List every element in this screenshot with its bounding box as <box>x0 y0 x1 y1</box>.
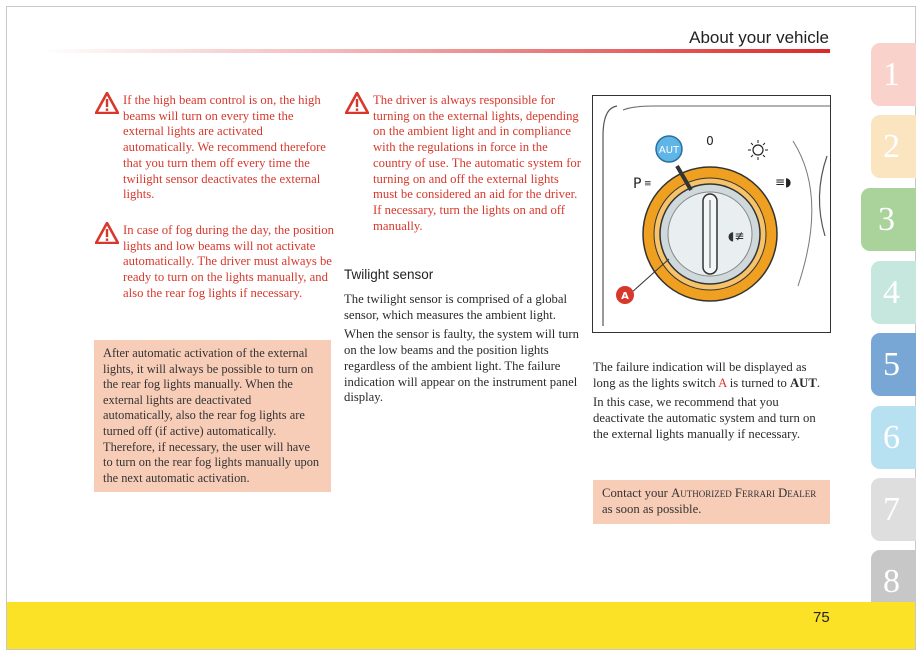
chapter-tab-label: 4 <box>883 273 900 311</box>
warning-text: In case of fog during the day, the position lights and low beams will not activate automatically. The driver must always be ready to turn on the lights manually, and also the rear fog lights if necessary. <box>123 223 334 300</box>
callout-a-label: A <box>621 291 629 302</box>
contact-text-a: Contact your <box>602 486 672 500</box>
chapter-tab-label: 3 <box>878 200 895 238</box>
chapter-tab-6[interactable] <box>871 406 916 469</box>
twilight-paragraph-2: When the sensor is faulty, the system will turn on the low beams and the position lights regardless of the ambient light. The failure indication will appear on the instrument panel display. <box>344 327 579 405</box>
off-label: 0 <box>706 134 714 148</box>
warning-triangle-icon <box>95 92 119 114</box>
warning-block-1 <box>95 93 335 203</box>
chapter-tab-label: 2 <box>883 127 900 165</box>
dealer-name: Authorized Ferrari Dealer <box>671 486 817 500</box>
parking-light-icon: ≡ <box>644 179 652 189</box>
warning-block-2 <box>95 223 335 302</box>
failure-text-end: . <box>816 375 820 390</box>
chapter-tab-5[interactable] <box>871 333 916 396</box>
failure-text-b: is turned to <box>726 375 791 390</box>
warning-triangle-icon <box>95 222 119 244</box>
chapter-tab-label: 7 <box>883 490 900 528</box>
warning-text: The driver is always responsible for turning on the external lights, depending on the ambient light and in compliance with the regulations in force in the country of use. The automatic system for turning on and off the external lights must be considered an aid for the driver. If necessary, turn the lights on and off manually. <box>373 93 581 233</box>
switch-letter: A <box>718 375 727 390</box>
chapter-tab-3[interactable] <box>861 188 916 251</box>
twilight-body <box>344 292 580 410</box>
page-title: About your vehicle <box>689 28 829 47</box>
contact-dealer-box <box>593 480 830 524</box>
twilight-paragraph-1: The twilight sensor is comprised of a global sensor, which measures the ambient light. <box>344 292 568 322</box>
header-rule <box>40 49 830 53</box>
section-heading: Twilight sensor <box>344 267 434 282</box>
warning-text: If the high beam control is on, the high beams will turn on every time the external lights are activated automatically. We recommend therefore that you turn them off every time the twilight sensor deactivates the external lights. <box>123 93 326 202</box>
chapter-tab-2[interactable] <box>871 115 916 178</box>
light-switch-illustration <box>593 96 830 332</box>
parking-label: P <box>633 176 642 192</box>
chapter-tab-4[interactable] <box>871 261 916 324</box>
note-box: After automatic activation of the external lights, it will always be possible to turn on the rear fog lights manually. When the external lights are deactivated automatically, also the rear fog lights are turned off (if active) automatically. Therefore, if necessary, the user will have to turn on the rear fog lights manually upon the next automatic activation. <box>94 340 331 492</box>
right-body <box>593 360 831 447</box>
recommendation-paragraph: In this case, we recommend that you deactivate the automatic system and turn on the external lights manually if necessary. <box>593 395 816 441</box>
chapter-tab-label: 1 <box>883 55 900 93</box>
contact-text-b: as soon as possible. <box>602 501 702 516</box>
chapter-tab-label: 5 <box>883 345 900 383</box>
failure-text-a: The failure indication will be displayed as long as the lights switch <box>593 360 807 390</box>
failure-paragraph <box>593 360 831 391</box>
light-switch-figure <box>592 95 831 333</box>
aut-text: AUT <box>790 375 817 390</box>
chapter-tab-1[interactable] <box>871 43 916 106</box>
warning-block-3 <box>345 93 585 234</box>
warning-triangle-icon <box>345 92 369 114</box>
aut-label: AUT <box>658 145 680 156</box>
chapter-tab-7[interactable] <box>871 478 916 541</box>
fog-light-icon: ◖≢ <box>728 229 745 243</box>
chapter-tab-label: 6 <box>883 418 900 456</box>
chapter-tab-label: 8 <box>883 562 900 600</box>
page-number: 75 <box>813 609 830 626</box>
footer-band <box>7 602 915 649</box>
position-light-icon <box>748 140 768 160</box>
low-beam-icon: ≡◗ <box>775 175 792 189</box>
